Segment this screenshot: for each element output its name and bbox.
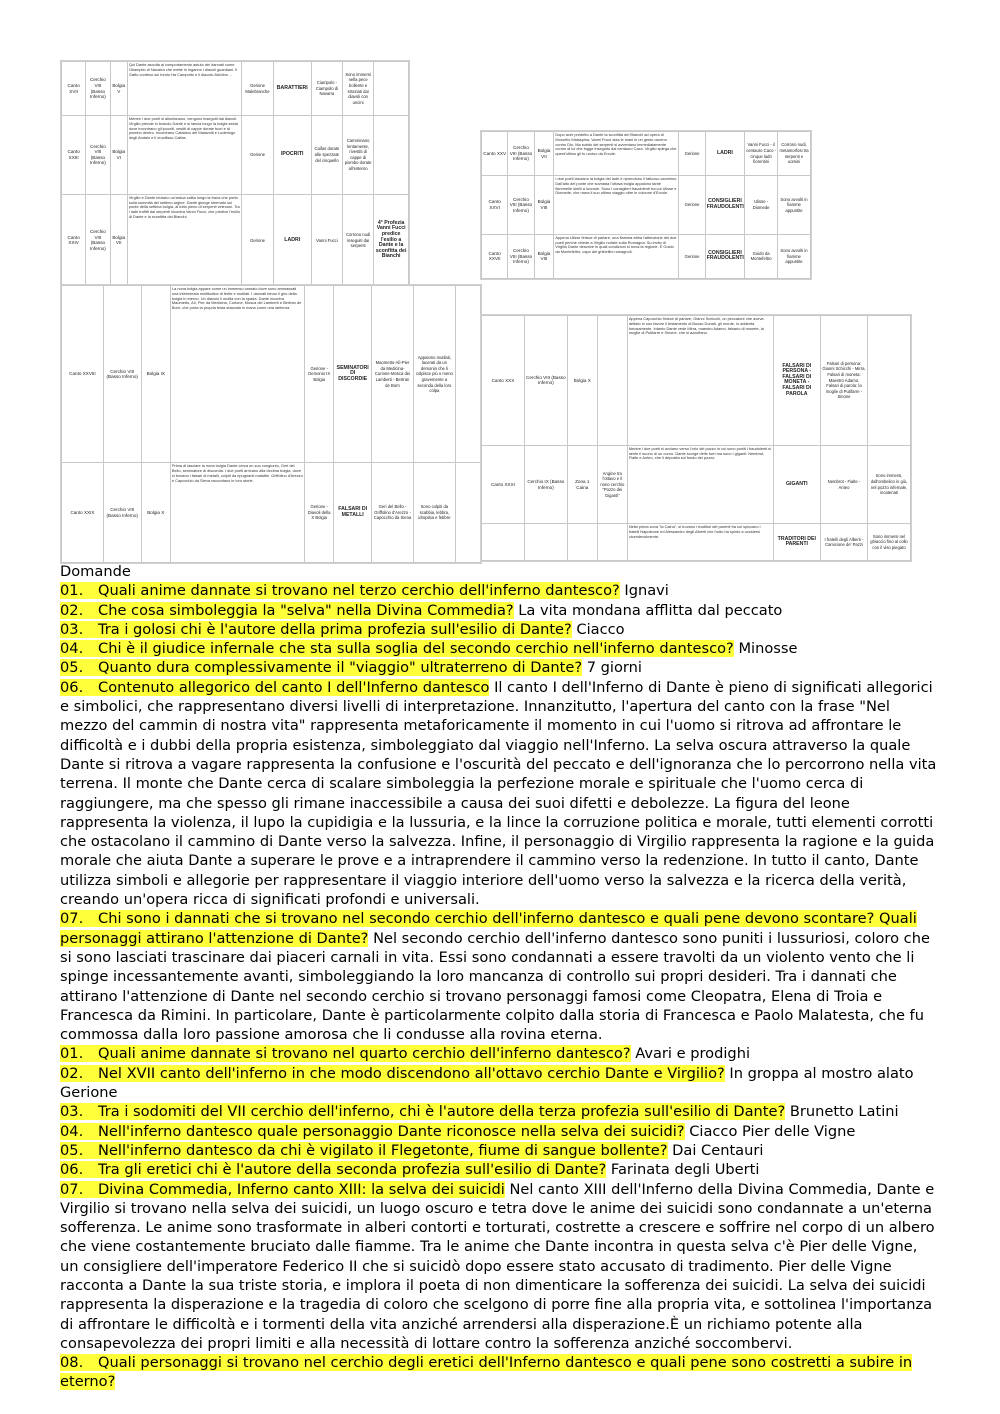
cell-bolgia: Bolgia VII xyxy=(534,132,554,176)
answer-text: Avari e prodighi xyxy=(635,1045,750,1063)
qa-item xyxy=(60,581,940,600)
question-number: 06. xyxy=(60,678,84,696)
table-row xyxy=(482,234,811,278)
cell-category: SEMINATORI DI DISCORDIE xyxy=(334,286,372,463)
cell-canto: Canto XXV xyxy=(482,132,508,176)
answer-text: Ciacco xyxy=(576,620,625,638)
cell-bolgia: Bolgia VIII xyxy=(534,176,554,235)
section-heading: Domande xyxy=(60,563,131,580)
table-row xyxy=(62,194,409,286)
cell-canto: Canto XVII xyxy=(62,62,86,116)
cell-category: LADRI xyxy=(705,132,744,176)
cell-bolgia: Bolgia V xyxy=(110,62,127,116)
cell-dannati: Maometto-Alì-Pier da Medicina-Curione-Mosca dei Lamberti - Bertran de Born xyxy=(372,286,414,463)
questions-block-1 xyxy=(60,581,940,1044)
summary-table xyxy=(61,285,481,563)
cell-dannati: Guido da Montefeltro xyxy=(745,234,778,278)
question-label: Contenuto allegorico del canto I dell'Inferno dantesco xyxy=(98,678,490,696)
cell-guardiano xyxy=(597,524,627,561)
question-label: Chi sono i dannati che si trovano nel secondo cerchio dell'inferno dantesco e quali pene devono scontare? Quali personaggi attirano l'attenzione di Dante? xyxy=(60,910,917,947)
cell-description: Qui Dante ascolta al comportamento astuto dei dannati come l'Alamptio di Navarra che mette in inganno i diavoli guardiani. Il Gatto conteso sul fondo Ha Campotto e il diavolo Alichino ... xyxy=(127,62,242,116)
question-label: Quanto dura complessivamente il "viaggio" ultraterreno di Dante? xyxy=(98,659,583,677)
cell-description: La nona bolgia appare come un immenso carnaio dove sono ammassati una interminata moltitudine di ferite e mutilati. I dannati fanno il giro della bolgia in eterno. Un diavolo li mutila con la spada. Dante incontra Maometto, Alì, Pier da Medicina, Curione, Mosca dei Lamberti e Bertran de Born, che porta la propria testa staccata in mano come una lanterna. xyxy=(170,286,304,463)
question-text xyxy=(60,1142,668,1159)
table-row xyxy=(482,316,911,446)
cell-pena: Sono immersi nel ghiaccio fino al collo con il viso piegato xyxy=(868,524,911,561)
cell-cerchio: Cerchio VIII (Basso Inferno) xyxy=(508,234,534,278)
cell-pena: Sono colpiti da scabbia, lebbra, idropisia e febbre xyxy=(413,463,455,563)
cell-guardiano: Gerione xyxy=(242,194,273,286)
cell-profezia xyxy=(374,194,409,286)
question-text xyxy=(60,679,489,696)
cell-canto: Canto XXXI xyxy=(482,445,525,523)
answer-text: Minosse xyxy=(738,640,798,658)
cell-description: Nella prima zona "la Caina", si trovano i traditori dei parenti fra cui spiccano i fratelli Napoleone ed Alessandro degli Alberti che l'odio ha spinto a uccidersi vicendevolmente. xyxy=(627,524,773,561)
cell-description: I due poeti lasciano la bolgia dei ladri e riprendono il faticoso cammino. Dall'alto del ponte che sovrasta l'ottava bolgia appaiono tante fiammelle simili a lucciole. Sono i consiglieri fraudolenti tra cui Ulisse e Diomede, che narra il suo ultimo viaggio oltre le colonne d'Ercole. xyxy=(554,176,679,235)
qa-item xyxy=(60,1122,940,1141)
answer-text: Nel canto XIII dell'Inferno della Divina Commedia, Dante e Virgilio si trovano nella selva dei suicidi, un luogo oscuro e tetra dove le anime dei suicidi sono condannate a un'eterna sofferenza. Le anime sono trasformate in alberi contorti e torturati, costrette a crescere e soffrire nel corpo di un albero che viene costantemente bruciato dalle fiamme. Tra le anime che Dante incontra in questa selva c'è Pier delle Vigne, un consigliere dell'imperatore Federico II che si suicidò dopo essere stato accusato di tradimento. Pier delle Vigne racconta a Dante la sua triste storia, e implora il poeta di non dimenticare la sofferenza dei suicidi. La selva dei suicidi rappresenta la disperazione e la tragedia di coloro che scelgono di porre fine alla propria vita, e sottolinea l'importanza di affrontare le difficoltà e i tormenti della vita anziché arrendersi alla disperazione.È un richiamo potente alla consapevolezza dei propri limiti e alla necessità di lottare contro la sofferenza anziché soccombervi. xyxy=(60,1180,935,1352)
cell-pena: Sono immersi, dall'ombelico in giù, nel pozzo infernale, incatenati xyxy=(868,445,911,523)
question-number: 02. xyxy=(60,601,84,619)
cell-description: Dopo aver predetto a Dante la sconfitta dei Bianchi ad opera di Moroello Malaspina, Vanni Fucci alza le mani in un gesto osceno contro Dio. Ma subito dei serpenti si avventano immediatamente contro di lui che fugge inseguito dal centauro Caco. Virgilio spiega che quest'ultimo gli fu ucciso da Ercole. xyxy=(554,132,679,176)
qa-item xyxy=(60,1064,940,1103)
qa-item xyxy=(60,1141,940,1160)
cell-guardiano: Gerione xyxy=(679,176,705,235)
cell-canto: Canto XXIX xyxy=(62,463,104,563)
qa-item xyxy=(60,1180,940,1354)
answer-text: 7 giorni xyxy=(586,659,642,677)
cell-cerchio: Cerchio VIII (Basso Inferno) xyxy=(86,62,110,116)
summary-table xyxy=(481,131,811,279)
cell-cerchio xyxy=(524,524,567,561)
summary-table xyxy=(481,315,911,561)
question-number: 01. xyxy=(60,1045,84,1063)
question-number: 07. xyxy=(60,910,84,928)
profezia-text: Vanni Fucci predice l'esilio a Dante e la sconfitta dei Bianchi xyxy=(375,225,407,260)
answer-text: Il canto I dell'Inferno di Dante è pieno di significati allegorici e simbolici, che rappresentano diversi livelli di interpretazione. Innanzitutto, l'apertura del canto con la frase "Nel mezzo del cammin di nostra vita" rappresenta metaforicamente il momento in cui l'uomo si ritrova ad affrontare le difficoltà e i dubbi della propria esistenza, simboleggiato dal viaggio nell'Inferno. La selva oscura attraverso la quale Dante si ritrova a vagare rappresenta la confusione e l'oscurità del peccato e dell'ignoranza che lo percorrono nella vita terrena. Il monte che Dante cerca di scalare simboleggia la perfezione morale e spirituale che l'uomo cerca di raggiungere, ma che spesso gli rimane inaccessibile a causa dei suoi difetti e debolezze. La figura del leone rappresenta la violenza, il lupo la cupidigia e la lussuria, e la lince la corruzione politica e morale, tutti elementi corrotti che ostacolano il cammino di Dante verso la salvezza. Infine, il personaggio di Virgilio rappresenta la ragione e la guida morale che aiuta Dante a superare le prove e a intraprendere il cammino verso la redenzione. In tutto il canto, Dante utilizza simboli e allegorie per rappresentare il viaggio interiore dell'uomo verso la salvezza e la ricerca della verità, creando un'opera ricca di significati profondi e universali. xyxy=(60,678,937,909)
cell-guardiano xyxy=(597,316,627,446)
question-label: Nell'inferno dantesco da chi è vigilato il Flegetonte, fiume di sangue bollente? xyxy=(98,1141,668,1159)
table-row xyxy=(62,116,409,195)
question-number: 05. xyxy=(60,659,84,677)
cell-category: CONSIGLIERI FRAUDOLENTI xyxy=(705,176,744,235)
table-row xyxy=(482,176,811,235)
cell-canto: Canto XXVIII xyxy=(62,286,104,463)
cell-cerchio: Cerchio IX (Basso Inferno) xyxy=(524,445,567,523)
qa-item xyxy=(60,1160,940,1179)
question-label: Che cosa simboleggia la "selva" nella Divina Commedia? xyxy=(98,601,514,619)
cell-bolgia: Bolgia X xyxy=(141,463,170,563)
table-image-cantos-25-27 xyxy=(480,130,812,280)
answer-text: Brunetto Latini xyxy=(789,1103,899,1121)
qa-item xyxy=(60,1044,940,1063)
cell-guardiano: Gerione Malebranche xyxy=(242,62,273,116)
table-row xyxy=(482,445,911,523)
cell-bolgia: Bolgia VIII xyxy=(534,234,554,278)
cell-canto: Canto XXIII xyxy=(62,116,86,195)
qa-item xyxy=(60,639,940,658)
summary-table xyxy=(61,61,409,287)
question-number: 07. xyxy=(60,1180,84,1198)
question-text xyxy=(60,1123,685,1140)
cell-pena: Corrono nudi inseguiti dai serpenti xyxy=(343,194,374,286)
cell-guardiano: Gerione - Diavoli della X Bolgia xyxy=(305,463,334,563)
cell-description: Prima di lasciare la nona bolgia Dante cerca un suo congiunto, Geri del Bello, seminatore di discordia. I due poeti arrivano alla decima bolgia, dove si trovano i falsari di metalli, colpiti da ripugnanti malattie. Griffolino d'Arezzo e Capocchio da Siena raccontano le loro storie. xyxy=(170,463,304,563)
cell-bolgia: Zona 1 Caina xyxy=(567,445,597,523)
question-text xyxy=(60,602,514,619)
cell-bolgia: Bolgia IX xyxy=(141,286,170,463)
cell-bolgia: Bolgia VI xyxy=(110,116,127,195)
cell-dannati: Ciampolo - Ciampolo di Navarra xyxy=(311,62,342,116)
table-image-cantos-30-31 xyxy=(480,314,912,562)
table-image-cantos-22-24 xyxy=(60,60,410,288)
cell-category: LADRI xyxy=(273,194,311,286)
cell-canto xyxy=(482,524,525,561)
question-text xyxy=(60,640,734,657)
question-label: Chi è il giudice infernale che sta sulla soglia del secondo cerchio nell'inferno dantesco? xyxy=(98,640,734,658)
question-number: 04. xyxy=(60,1122,84,1140)
table-image-cantos-28-29 xyxy=(60,284,482,564)
cell-pena xyxy=(868,316,911,446)
cell-dannati: Falsari di persona: Gianni Schicchi - Mirra. Falsari di moneta: Maestro Adamo. Falsari di parola: la moglie di Putifarre - Sinone xyxy=(820,316,867,446)
cell-cerchio: Cerchio VIII (Basso Inferno) xyxy=(86,194,110,286)
cell-guardiano: Gerione xyxy=(679,132,705,176)
questions-section xyxy=(60,562,940,1392)
qa-item xyxy=(60,909,940,1044)
question-text xyxy=(60,1103,785,1120)
cell-guardiano: Gerione xyxy=(679,234,705,278)
question-label: Tra i sodomiti del VII cerchio dell'inferno, chi è l'autore della terza profezia sull'esilio di Dante? xyxy=(98,1103,786,1121)
qa-item xyxy=(60,601,940,620)
answer-text: Ciacco Pier delle Vigne xyxy=(689,1122,856,1140)
qa-item xyxy=(60,1353,940,1392)
question-label: Quali anime dannate si trovano nel terzo cerchio dell'inferno dantesco? xyxy=(98,582,620,600)
cell-pena: Corrono nudi, metamorfosi tra serpenti e uomini xyxy=(778,132,811,176)
question-label: Tra gli eretici chi è l'autore della seconda profezia sull'esilio di Dante? xyxy=(98,1161,607,1179)
cell-canto: Canto XXVI xyxy=(482,176,508,235)
cell-guardiano: Angine tra l'ottavo e il nono cerchio "Pozzo dei Giganti" xyxy=(597,445,627,523)
cell-bolgia xyxy=(567,524,597,561)
answer-text: Ignavi xyxy=(624,582,669,600)
qa-item xyxy=(60,620,940,639)
profezia-number: 4° Profezia xyxy=(377,219,405,226)
question-text xyxy=(60,1065,725,1082)
cell-description: Appena Ulisse finisce di parlare, una fiamma attira l'attenzione dei due poeti perché chiede a Virgilio notizie sulla Romagna. Su invito di Virgilio Dante descrive in quali condizioni si trova la regione. È Guido da Montefeltro, capo dei ghibellini romagnoli. xyxy=(554,234,679,278)
question-label: Quali personaggi si trovano nel cerchio degli eretici dell'Inferno dantesco e quali pene sono costretti a subire in eterno? xyxy=(60,1354,913,1391)
question-label: Nel XVII canto dell'inferno in che modo discendono all'ottavo cerchio Dante e Virgilio? xyxy=(98,1064,725,1082)
question-label: Quali anime dannate si trovano nel quarto cerchio dell'inferno dantesco? xyxy=(98,1045,631,1063)
cell-pena: Sono immersi nella pece bollente e straziati dai diavoli con uncini xyxy=(343,62,374,116)
question-number: 06. xyxy=(60,1161,84,1179)
cell-dannati: Nembrot - Fialte - Anteo xyxy=(820,445,867,523)
answer-text: La vita mondana afflitta dal peccato xyxy=(518,601,783,619)
question-number: 08. xyxy=(60,1354,84,1372)
cell-cerchio: Cerchio VIII (Basso Inferno) xyxy=(524,316,567,446)
cell-description: Virgilio e Dante iniziano un'ardua salita lungo la frana che porta sulla sommità del settimo argine. Dante giunge stremato sul ponte della settima bolgia, al tutto pieno di serpenti velenosi. Tra i ladri trafitti dai serpenti incontra Vanni Fucci, che predice l'esilio di Dante e la sconfitta dei Bianchi. xyxy=(127,194,242,286)
question-number: 03. xyxy=(60,1103,84,1121)
question-text xyxy=(60,621,572,638)
cell-description: Mentre i due poeti si avviano verso l'orlo del pozzo in cui sono puniti i fraudolenti si sente il suono di un corno. Dante scorge delle torri ma sono i giganti: Nembrot, Fialte e Anteo, che li deposita sul fondo del pozzo. xyxy=(627,445,773,523)
question-text xyxy=(60,582,620,599)
question-number: 05. xyxy=(60,1141,84,1159)
cell-description: Appena Capocchio finisce di parlare, Gianni Schicchi, un peccatore che aveva dettato in suo favore il testamento di Buoso Donati, gli morde, lo addenta furiosamente. Intanto Dante vede Mirra, maestro Adamo, falsario di monete, la moglie di Putifarre e Sinone, che si azzuffano. xyxy=(627,316,773,446)
cell-guardiano: Gerione xyxy=(242,116,273,195)
question-number: 02. xyxy=(60,1064,84,1082)
question-number: 01. xyxy=(60,582,84,600)
table-row xyxy=(62,62,409,116)
cell-dannati: Geri del Bello - Griffolino d'Arezzo - Capocchio da Siena xyxy=(372,463,414,563)
answer-text: In groppa al mostro alato Gerione xyxy=(60,1064,914,1102)
qa-item xyxy=(60,1102,940,1121)
cell-dannati: Vanni Fucci - il centauro Caco - cinque ladri fiorentini xyxy=(745,132,778,176)
cell-canto: Canto XXIV xyxy=(62,194,86,286)
question-label: Divina Commedia, Inferno canto XIII: la selva dei suicidi xyxy=(98,1180,505,1198)
question-text xyxy=(60,1161,606,1178)
cell-category: FALSARI DI PERSONA - FALSARI DI MONETA - FALSARI DI PAROLA xyxy=(773,316,820,446)
qa-item xyxy=(60,678,940,910)
cell-guardiano: Gerione - Demonio IX Bolgia xyxy=(305,286,334,463)
table-row xyxy=(482,132,811,176)
cell-pena: Sono avvolti in fiamme appuntite xyxy=(778,176,811,235)
cell-canto: Canto XXX xyxy=(482,316,525,446)
table-row xyxy=(62,463,481,563)
question-label: Tra i golosi chi è l'autore della prima profezia sull'esilio di Dante? xyxy=(98,620,572,638)
question-text xyxy=(60,659,582,676)
cell-cerchio: Cerchio VIII (Basso Inferno) xyxy=(508,132,534,176)
cell-category: GIGANTI xyxy=(773,445,820,523)
cell-pena: Appaiono mutilati, lacerati da un demonio che li colpisce più o meno gravemente a seconda della loro colpa xyxy=(413,286,455,463)
table-row xyxy=(482,524,911,561)
cell-bolgia: Bolgia VII xyxy=(110,194,127,286)
cell-description: Mentre i due poeti si allontanano, vengono inseguiti dai diavoli. Virgilio prende in braccio Dante e si lancia lungo la bolgia sesta dove incontrano gli ipocriti, vestiti di cappe dorate fuori e di piombo dentro. Incontrano Catalano dei Malavolti e Loderingo degli Andalò e il crocifisso Caifas. xyxy=(127,116,242,195)
question-number: 03. xyxy=(60,620,84,638)
cell-category: IPOCRITI xyxy=(273,116,311,195)
cell-dannati: Caifas dorate alle spezzate del cinquello xyxy=(311,116,342,195)
cell-dannati: Ulisse - Diomede xyxy=(745,176,778,235)
answer-text: Dai Centauri xyxy=(672,1141,764,1159)
questions-block-2 xyxy=(60,1044,940,1391)
cell-canto: Canto XXVII xyxy=(482,234,508,278)
answer-text: Nel secondo cerchio dell'inferno dantesco sono puniti i lussuriosi, coloro che si sono lasciati trascinare dai piaceri carnali in vita. Essi sono condannati a essere travolti da un violento vento che li spinge incessantemente avanti, simboleggiando la loro mancanza di controllo sui propri desideri. Tra i dannati che attirano l'attenzione di Dante nel secondo cerchio si trovano personaggi famosi come Cleopatra, Elena di Troia e Francesca da Rimini. In particolare, Dante è particolarmente colpito dalla storia di Francesca e Paolo Malatesta, che fu commossa dalla loro passione amorosa che li condusse alla rovina eterna. xyxy=(60,929,930,1044)
cell-pena: Sono avvolti in fiamme appuntite xyxy=(778,234,811,278)
cell-cerchio: Cerchio VIII (Basso Inferno) xyxy=(103,463,141,563)
table-row xyxy=(62,286,481,463)
cell-pena: Camminano lentamente, rivestiti di cappe di piombo dorate all'esterno xyxy=(343,116,374,195)
answer-text: Farinata degli Uberti xyxy=(610,1161,760,1179)
cell-category: CONSIGLIERI FRAUDOLENTI xyxy=(705,234,744,278)
question-number: 04. xyxy=(60,640,84,658)
cell-cerchio: Cerchio VIII (Basso Inferno) xyxy=(86,116,110,195)
cell-category: FALSARI DI METALLI xyxy=(334,463,372,563)
cell-cerchio: Cerchio VIII (Basso Inferno) xyxy=(103,286,141,463)
qa-item xyxy=(60,658,940,677)
cell-dannati: Vanni Fucci xyxy=(311,194,342,286)
cell-bolgia: Bolgia X xyxy=(567,316,597,446)
cell-dannati: I fratelli degli Alberti - Camicione de' Pazzi xyxy=(820,524,867,561)
cell-category: TRADITORI DEI PARENTI xyxy=(773,524,820,561)
question-label: Nell'inferno dantesco quale personaggio Dante riconosce nella selva dei suicidi? xyxy=(98,1122,685,1140)
question-text xyxy=(60,1354,912,1390)
cell-category: BARATTIERI xyxy=(273,62,311,116)
cell-cerchio: Cerchio VIII (Basso Inferno) xyxy=(508,176,534,235)
question-text xyxy=(60,1181,505,1198)
question-text xyxy=(60,1045,631,1062)
